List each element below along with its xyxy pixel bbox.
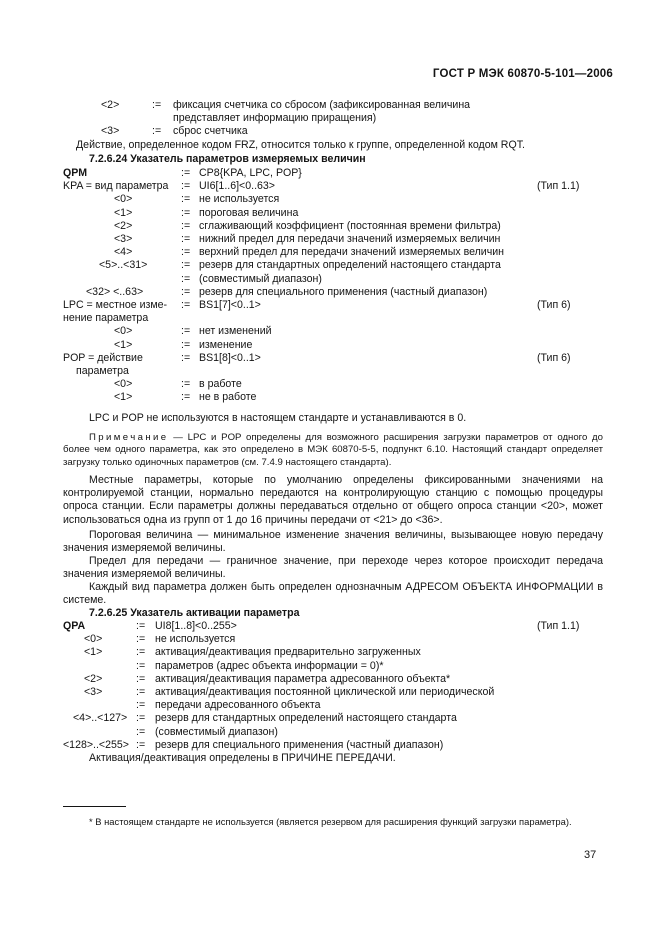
assign: := [136,725,146,738]
row-code: <1> [114,391,133,404]
row-desc: нет изменений [199,325,272,338]
code: <3> [101,125,120,137]
assign: := [136,712,146,725]
row-code: <4>..<127> [73,712,128,725]
assign: := [136,659,146,672]
page-header: ГОСТ Р МЭК 60870-5-101—2006 [432,68,613,80]
assign: := [181,338,191,351]
row-desc: резерв для стандартных определений настоящего стандарта [199,259,501,272]
assign: := [136,699,146,712]
row-desc: UI6[1..6]<0..63> [199,180,275,193]
assign: := [181,167,191,179]
row-type: (Тип 6) [537,351,571,364]
assign: := [181,272,191,285]
row-desc: параметров (адрес объекта информации = 0)* [155,659,384,672]
row-code: <128>..<255> [63,738,129,751]
row-code: <2> [84,672,103,685]
row-desc: верхний предел для передачи значений измеряемых величин [199,246,505,259]
row-desc: (совместимый диапазон) [155,725,278,738]
row-type: (Тип 1.1) [537,180,580,193]
row-desc: сглаживающий коэффициент (постоянная времени фильтра) [199,219,501,232]
desc: фиксация счетчика со сбросом (зафиксированная величина [173,99,471,111]
assign: := [136,633,146,646]
assign: := [136,686,146,698]
row-code: <5>..<31> [99,259,148,272]
row-desc: изменение [199,338,253,351]
row-desc: UI8[1..8]<0..255> [155,620,237,632]
row-code: <3> [84,686,103,698]
row-code: QPA [63,620,86,632]
row-desc: активация/деактивация параметра адресованного объекта* [155,672,451,685]
assign: := [136,738,146,751]
frz-line: Действие, определенное кодом FRZ, относится только к группе, определенной кодом RQT. [76,139,525,151]
note [63,432,603,469]
assign: := [181,299,191,311]
footnote-rule [63,806,126,807]
row-code: KPA = вид параметра [63,180,169,193]
footnote: * В настоящем стандарте не используется (является резервом для расширения функций загрузки параметра). [89,816,572,827]
lpc-pop-note: LPC и POP не используются в настоящем стандарте и устанавливаются в 0. [89,412,467,424]
row-desc: в работе [199,378,242,391]
row-desc: нижний предел для передачи значений измеряемых величин [199,233,501,245]
row-desc: активация/деактивация постоянной циклической или периодической [155,686,495,698]
page-number: 37 [584,849,597,861]
row-code: <1> [114,206,133,219]
assign: := [181,378,191,391]
row-desc: BS1[7]<0..1> [199,299,261,311]
row-code: <32> <..63> [86,285,144,298]
assign: := [152,99,162,111]
assign: := [181,193,191,206]
assign: := [181,233,191,245]
activation-note: Активация/деактивация определены в ПРИЧИНЕ ПЕРЕДАЧИ. [89,752,396,764]
row-code: <4> [114,246,133,259]
desc: сброс счетчика [173,125,248,137]
row-code: QPM [63,167,88,179]
desc: представляет информацию приращения) [173,112,377,124]
row-desc: пороговая величина [199,206,299,219]
row-code: нение параметра [63,312,149,325]
row-type: (Тип 6) [537,299,571,311]
row-code: <0> [114,325,133,338]
row-desc: передачи адресованного объекта [155,699,321,712]
row-desc: резерв для специального применения (частный диапазон) [199,285,488,298]
row-desc: резерв для специального применения (частный диапазон) [155,738,444,751]
row-code: <3> [114,233,133,245]
row-desc: не используется [155,633,236,646]
assign: := [181,259,191,272]
section-7-2-6-24-title: 7.2.6.24 Указатель параметров измеряемых величин [89,153,366,165]
row-desc: BS1[8]<0..1> [199,351,261,364]
assign: := [181,285,191,298]
paragraph: Пороговая величина — минимальное изменение значения величины, вызывающее новую передачу значения измеряемой величины. [63,529,603,555]
row-code: <1> [114,338,133,351]
assign: := [181,180,191,193]
assign: := [181,325,191,338]
row-desc: активация/деактивация предварительно загруженных [155,646,421,659]
row-code: LPC = местное изме- [63,299,168,311]
assign: := [152,125,162,137]
row-code: <0> [114,193,133,206]
row-desc: не в работе [199,391,257,404]
paragraph: Предел для передачи — граничное значение, при переходе через которое происходит передача значения измеряемой величины. [63,555,603,581]
assign: := [181,391,191,404]
row-code: POP = действие [63,351,143,364]
assign: := [181,219,191,232]
assign: := [181,246,191,259]
row-code: параметра [76,365,129,377]
assign: := [136,620,146,632]
row-code: <2> [114,219,133,232]
row-desc: (совместимый диапазон) [199,272,322,285]
assign: := [136,672,146,685]
paragraph: Местные параметры, которые по умолчанию определены фиксированными значениями на контролируемой станции, нормально передаются на контролирующую станцию с помощью процедуры опроса станции. Если параметры должны передаваться отдельно от общего опроса станции <20>, может использоваться одна из групп от 1 до 16 причины передачи от <21> до <36>. [63,474,603,526]
assign: := [181,351,191,364]
note-label: Примечание [89,432,169,443]
row-desc: не используется [199,193,280,206]
row-desc: резерв для стандартных определений настоящего стандарта [155,712,457,725]
row-type: (Тип 1.1) [537,620,580,632]
row-code: <0> [114,378,133,391]
section-7-2-6-25-title: 7.2.6.25 Указатель активации параметра [89,607,300,619]
row-desc: CP8{KPA, LPC, POP} [199,167,302,179]
assign: := [181,206,191,219]
row-code: <0> [84,633,103,646]
note-text: — LPC и POP определены для возможного расширения загрузки параметров от одного до более чем одного параметра, как это определено в МЭК 60870-5-5, подпункт 6.10. Настоящий стандарт определяет загрузку только одиночных параметров (см. 7.4.9 настоящего стандарта). [63,432,603,468]
row-code: <1> [84,646,103,659]
assign: := [136,646,146,659]
code: <2> [101,99,120,111]
paragraph: Каждый вид параметра должен быть определен однозначным АДРЕСОМ ОБЪЕКТА ИНФОРМАЦИИ в системе. [63,581,603,607]
